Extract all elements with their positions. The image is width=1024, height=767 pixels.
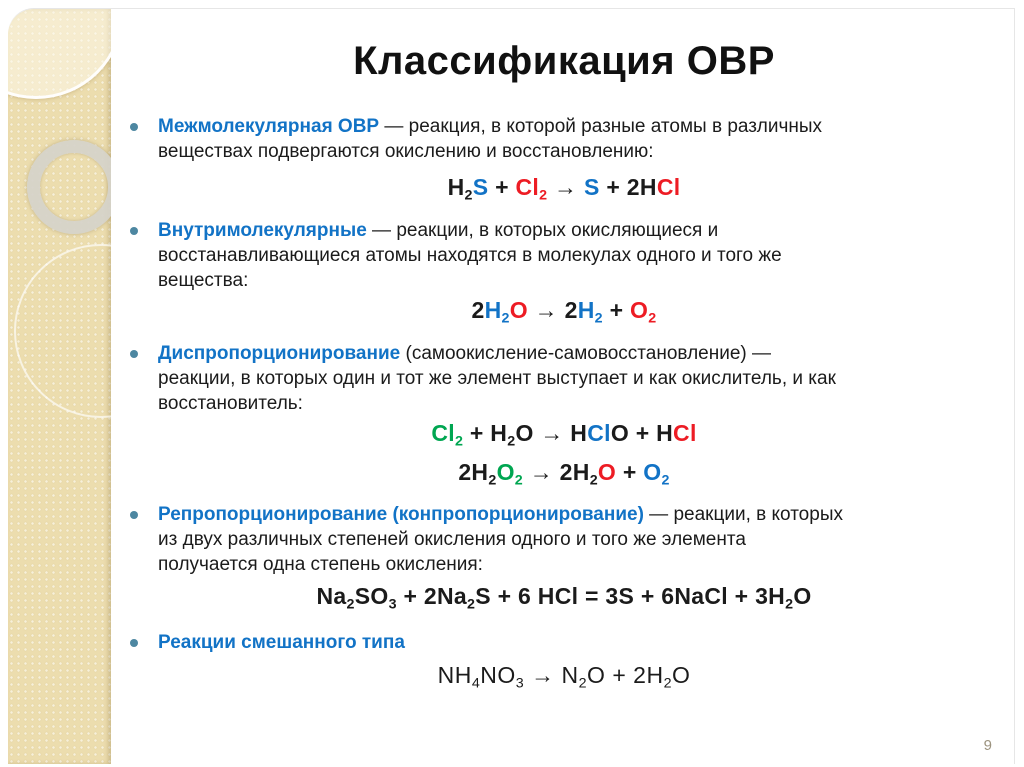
text-segment: → 2H [523,458,590,485]
bullet-item [123,341,1005,416]
bullet-dot-icon [130,123,138,131]
slide-content [123,107,1005,699]
bullet-text [158,502,843,577]
decorative-circle-icon [8,9,111,99]
text-segment: H [484,297,502,324]
subscript: 2 [501,310,510,327]
subscript: 2 [464,187,473,204]
subscript: 2 [507,432,516,449]
subscript: 3 [515,675,525,692]
text-segment: Cl [656,174,681,200]
text-segment: → 2 [527,297,578,324]
decorative-ring-icon [27,140,111,234]
subscript: 2 [514,472,523,489]
subscript: 2 [661,472,670,489]
text-segment: O [643,458,662,485]
bullet-text [158,218,782,293]
text-segment: O + H [610,419,674,446]
subscript: 3 [388,596,397,613]
text-segment: O [672,662,691,689]
text-segment: O [496,458,515,485]
chemical-equation [123,581,1005,619]
chemical-equation [123,418,1005,456]
bullet-dot-icon [130,639,138,647]
chemical-equation [123,457,1005,495]
text-segment: Cl [515,174,540,200]
text-segment: S + 6 HCl = 3S + 6NaCl + 3H [475,583,786,610]
text-segment: S [584,174,600,200]
text-segment: реакции, в которых один и тот же элемент выступает и как окислитель, и как [158,367,836,389]
text-segment: получается одна степень окисления: [158,554,483,576]
text-segment: O [597,458,617,485]
text-segment: NO [480,662,516,689]
text-segment: Na [316,583,347,610]
term-label: Диспропорционирование [158,342,401,364]
bullet-item [123,630,1005,655]
decorative-sidebar [8,9,111,764]
subscript: 2 [648,310,657,327]
bullet-dot-icon [130,350,138,358]
term-label: Репропорционирование (конпропорционирование) [158,504,644,526]
text-segment: + 2H [599,174,657,200]
text-segment: из двух различных степеней окисления одного и того же элемента [158,529,746,551]
term-label: Внутримолекулярные [158,220,367,242]
subscript: 2 [578,675,588,692]
page-number: 9 [983,737,992,754]
term-label: Межмолекулярная ОВР [158,116,380,137]
subscript: 2 [539,187,548,204]
text-segment: O [630,297,649,324]
chemical-equation [123,172,1005,210]
chemical-equation [123,660,1005,698]
text-segment: S [472,174,489,200]
subscript: 2 [594,310,603,327]
text-segment: O [509,297,528,324]
text-segment: Cl [673,419,697,446]
text-segment: SO [354,583,389,610]
text-segment: + [602,297,631,324]
text-segment: восстанавливающиеся атомы находятся в молекулах одного и того же [158,245,782,267]
text-segment: восстановитель: [158,392,303,414]
subscript: 2 [467,596,476,613]
bullet-item [123,218,1005,293]
text-segment: Cl [431,419,455,446]
subscript: 2 [663,675,672,692]
bullet-dot-icon [130,511,138,519]
text-segment: веществах подвергаются окислению и восстановлению: [158,141,654,162]
text-segment: + [488,174,516,200]
subscript: 2 [589,472,598,489]
bullet-item [123,114,1005,164]
bullet-text [158,341,836,416]
text-segment: + H [463,419,508,446]
bullet-text [158,114,822,164]
subscript: 2 [785,596,794,613]
subscript: 2 [346,596,355,613]
bullet-dot-icon [130,227,138,235]
text-segment: — реакции, в которых [643,504,843,526]
text-segment: 2H [458,458,489,485]
text-segment: 2 [471,297,485,324]
subscript: 2 [488,472,497,489]
subscript: 4 [471,675,481,692]
text-segment: O → H [515,419,588,446]
slide [8,8,1015,764]
text-segment: + 2Na [396,583,468,610]
slide-title: Классификация ОВР [353,39,775,83]
bullet-item [123,502,1005,577]
text-segment: вещества: [158,270,249,292]
decorative-arc-icon [14,244,111,418]
text-segment: → [547,174,585,200]
text-segment: O [793,583,812,610]
chemical-equation [123,295,1005,333]
text-segment: + [616,458,644,485]
text-segment: NH [437,662,472,689]
text-segment: Cl [587,419,611,446]
bullet-text [158,630,405,655]
text-segment: → N [524,662,579,689]
text-segment: O + 2H [587,662,664,689]
subscript: 2 [454,432,464,449]
text-segment: H [447,174,465,200]
term-label: Реакции смешанного типа [158,632,405,654]
text-segment: H [577,297,595,324]
text-segment: — реакции, в которых окисляющиеся и [366,220,719,242]
text-segment: (самоокисление-самовосстановление) — [400,342,772,364]
text-segment: — реакция, в которой разные атомы в различных [379,116,823,137]
